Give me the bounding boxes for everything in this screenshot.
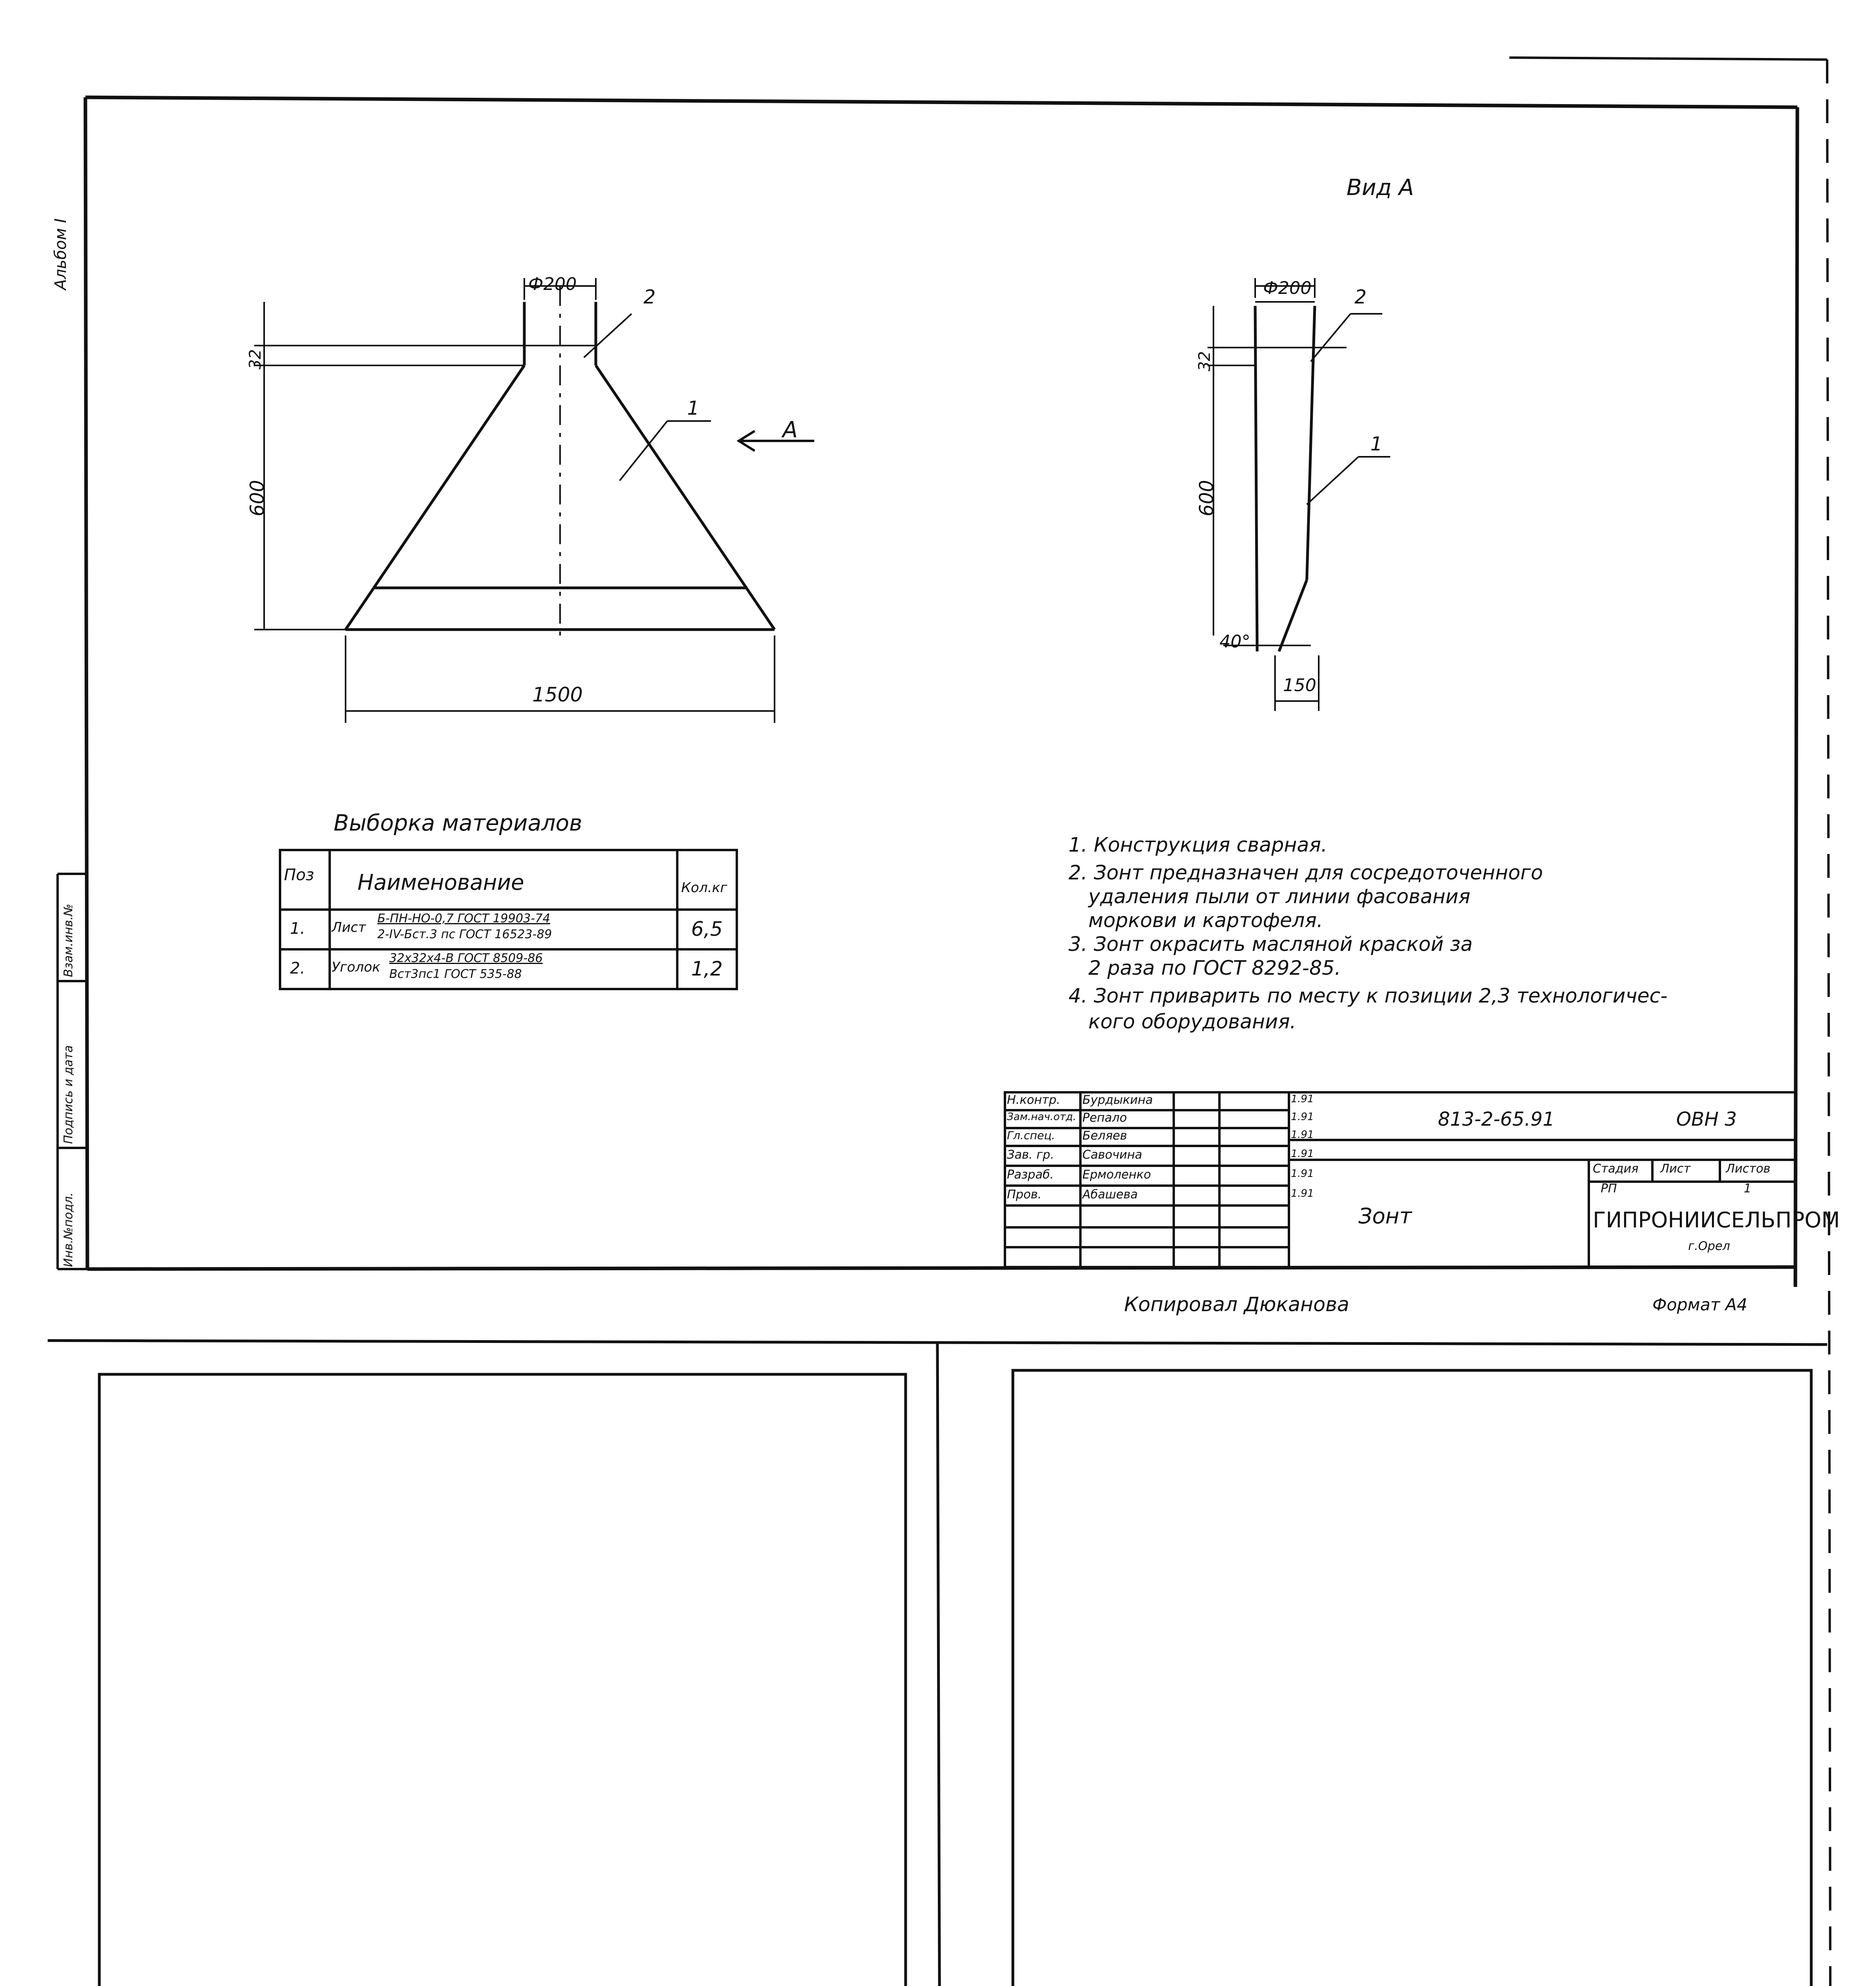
role-date: 1.91 (1291, 1148, 1314, 1160)
role-date: 1.91 (1291, 1129, 1314, 1141)
dim-neck-height: 32 (246, 349, 265, 369)
note-line-3: удаления пыли от линии фасования (1088, 885, 1470, 908)
margin-replace-label: Взам.инв.№ (62, 904, 75, 977)
title-org: ГИПРОНИИСЕЛЬПРОМ (1593, 1207, 1840, 1233)
title-doc-code: 813-2-65.91 (1438, 1108, 1555, 1130)
note-line-5: 3. Зонт окрасить масляной краской за (1068, 933, 1473, 956)
material-row2-spec-top: 32х32х4-В ГОСТ 8509-86 (389, 951, 543, 965)
material-row2-name: Уголок (332, 959, 381, 975)
margin-inv-label: Инв.№подл. (62, 1192, 75, 1267)
material-row2-pos: 2. (290, 959, 305, 978)
note-line-4: моркови и картофеля. (1088, 909, 1323, 932)
role-date: 1.91 (1291, 1188, 1314, 1200)
role-name: Абашева (1082, 1188, 1138, 1202)
hood-front-view (254, 278, 814, 723)
title-sheets-header: Листов (1726, 1162, 1771, 1176)
material-row1-spec-top: Б-ПН-НО-0,7 ГОСТ 19903-74 (377, 912, 551, 925)
title-name: Зонт (1358, 1204, 1412, 1229)
callout-arrow-a: А (782, 417, 798, 443)
role-label: Зам.нач.отд. (1007, 1111, 1076, 1123)
materials-header-name: Наименование (357, 870, 524, 895)
role-label: Пров. (1007, 1188, 1042, 1202)
role-label: Гл.спец. (1007, 1129, 1055, 1142)
material-row1-spec-bottom: 2-IV-Бст.3 пс ГОСТ 16523-89 (377, 927, 552, 941)
note-line-7: 4. Зонт приварить по месту к позиции 2,3 технологичес- (1068, 984, 1668, 1007)
material-row2-qty: 1,2 (691, 957, 723, 980)
material-row2-spec-bottom: Вст3пс1 ГОСТ 535-88 (389, 967, 522, 981)
role-name: Савочина (1082, 1148, 1142, 1162)
side-dim-angle: 40° (1219, 632, 1250, 652)
role-label: Зав. гр. (1007, 1148, 1054, 1162)
callout-pos1: 1 (687, 397, 699, 419)
side-dim-body-height: 600 (1196, 480, 1218, 516)
side-callout-pos1: 1 (1370, 433, 1383, 455)
side-callout-pos2: 2 (1354, 286, 1367, 308)
materials-header-pos: Поз (284, 866, 314, 884)
title-sheet-header: Лист (1660, 1162, 1691, 1176)
dim-base-width: 1500 (532, 683, 583, 706)
callout-pos2: 2 (643, 286, 656, 308)
side-dim-neck-height: 32 (1196, 351, 1214, 371)
role-date: 1.91 (1291, 1093, 1314, 1105)
role-label: Н.контр. (1007, 1093, 1061, 1107)
footer-copied: Копировал Дюканова (1124, 1293, 1349, 1316)
title-stage-value: РП (1601, 1182, 1617, 1196)
margin-album-label: Альбом I (52, 218, 70, 290)
role-name: Беляев (1082, 1129, 1127, 1143)
note-line-8: кого оборудования. (1088, 1010, 1296, 1033)
footer-format: Формат А4 (1652, 1295, 1748, 1314)
note-line-2: 2. Зонт предназначен для сосредоточенного (1068, 861, 1543, 884)
role-date: 1.91 (1291, 1168, 1314, 1180)
blank-sheet-right (969, 1370, 1811, 1986)
dim-top-diameter: Ф200 (528, 274, 577, 294)
material-row1-pos: 1. (290, 920, 305, 938)
title-stage-header: Стадия (1593, 1162, 1639, 1176)
note-line-1: 1. Конструкция сварная. (1068, 833, 1327, 856)
dim-body-height: 600 (246, 480, 269, 516)
material-row1-qty: 6,5 (691, 918, 723, 941)
title-sheets-value: 1 (1744, 1182, 1752, 1196)
title-city: г.Орел (1688, 1239, 1730, 1253)
role-name: Бурдыкина (1082, 1093, 1153, 1107)
title-section: ОВН 3 (1676, 1108, 1737, 1130)
role-date: 1.91 (1291, 1111, 1314, 1123)
materials-title: Выборка материалов (334, 810, 582, 836)
note-line-6: 2 раза по ГОСТ 8292-85. (1088, 956, 1341, 979)
blank-sheet-left (60, 1374, 906, 1986)
materials-header-qty: Кол.кг (681, 880, 727, 896)
view-a-label: Вид А (1347, 175, 1414, 201)
role-label: Разраб. (1007, 1168, 1054, 1182)
role-name: Репало (1082, 1111, 1127, 1125)
side-dim-base: 150 (1283, 675, 1316, 695)
side-dim-top-diameter: Ф200 (1263, 278, 1312, 298)
role-name: Ермоленко (1082, 1168, 1151, 1182)
material-row1-name: Лист (332, 920, 366, 935)
margin-sign-label: Подпись и дата (62, 1045, 75, 1144)
